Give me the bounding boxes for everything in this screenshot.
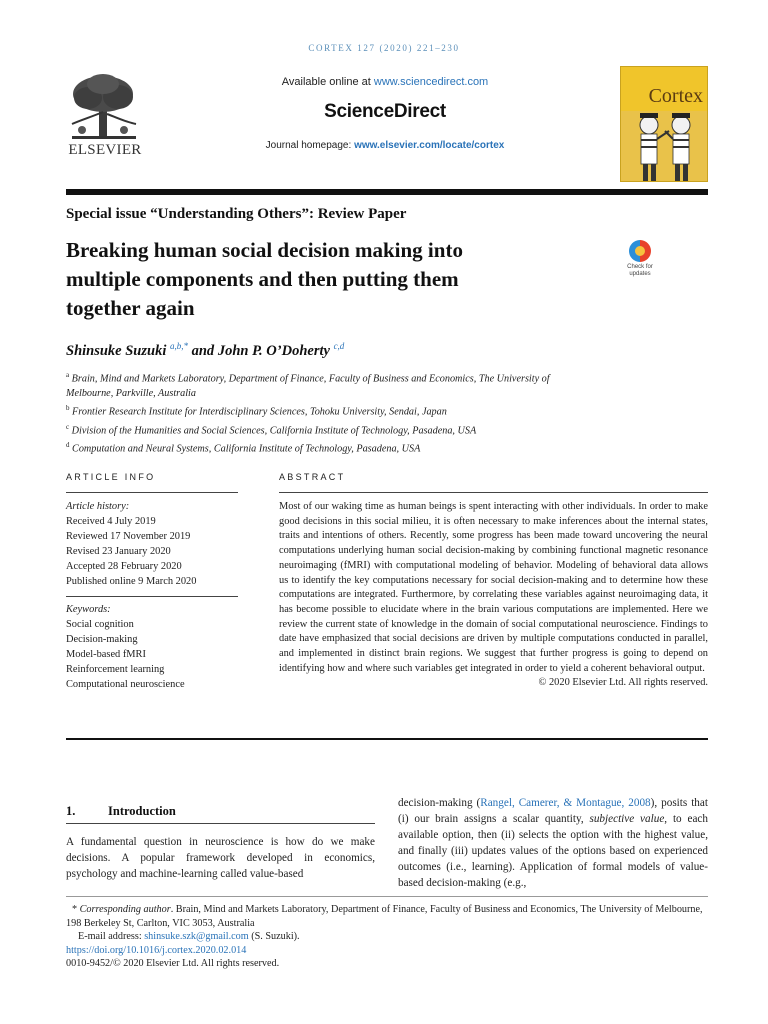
keyword-item[interactable]: Model-based fMRI <box>66 649 146 660</box>
running-head: CORTEX 127 (2020) 221–230 <box>308 43 460 53</box>
sciencedirect-logo[interactable]: ScienceDirect <box>324 101 446 122</box>
affiliation-text: Division of the Humanities and Social Sciences, California Institute of Technology, Pasadena, USA <box>69 425 477 437</box>
paper-title <box>66 236 586 323</box>
affiliation-text: Computation and Neural Systems, California Institute of Technology, Pasadena, USA <box>69 443 421 455</box>
affiliation-item <box>66 368 626 386</box>
section-title: Introduction <box>108 804 176 818</box>
article-info-label: ARTICLE INFO <box>66 472 156 482</box>
history-item: Reviewed 17 November 2019 <box>66 531 191 542</box>
affiliation-text: Frontier Research Institute for Interdisciplinary Sciences, Tohoku University, Sendai, Japan <box>69 406 447 418</box>
section-number: 1. <box>66 804 76 818</box>
special-issue-label: Special issue “Understanding Others”: Review Paper <box>66 206 407 222</box>
intro-paragraph-right <box>398 795 708 891</box>
section-heading-introduction <box>66 804 176 819</box>
affiliation-mark: a <box>66 371 70 379</box>
intro-emphasis: subjective value <box>589 813 665 825</box>
corresponding-author-text: . Brain, Mind and Markets Laboratory, Department of Finance, Faculty of Business and Economics, The University of Melbourne, 198 Berkeley St, Carlton, VIC 3053, Australia <box>66 904 703 929</box>
abstract-rule <box>279 492 708 493</box>
footnote-star: * <box>72 904 80 915</box>
article-info-rule <box>66 492 238 493</box>
keywords-header: Keywords: <box>66 604 111 615</box>
elsevier-wordmark: ELSEVIER <box>68 142 142 158</box>
affiliation-item <box>66 420 626 438</box>
header-rule <box>66 189 708 195</box>
footnote-rule <box>66 896 708 897</box>
author-connector: and <box>187 342 218 359</box>
intro-text: ), posits that (i) our brain assigns a scalar quantity, <box>398 797 708 825</box>
issn-line: 0010-9452/© 2020 Elsevier Ltd. All rights reserved. <box>66 958 280 969</box>
elsevier-tree-icon <box>66 72 142 142</box>
footnotes <box>66 903 708 971</box>
affiliation-mark: c <box>66 422 70 431</box>
cover-illustration-icon <box>621 111 708 182</box>
corresponding-author-note <box>66 903 708 930</box>
article-history <box>66 499 238 589</box>
abstract-label: ABSTRACT <box>279 472 346 482</box>
history-item: Published online 9 March 2020 <box>66 576 197 587</box>
section-heading-rule <box>66 823 375 824</box>
abstract <box>279 500 708 691</box>
email-link[interactable]: shinsuke.szk@gmail.com <box>144 931 249 942</box>
affiliations <box>66 368 626 457</box>
keywords <box>66 602 238 692</box>
author-affil-marks[interactable]: a,b,* <box>169 341 188 351</box>
intro-text: , to each available option, then (ii) selects the option with the highest value, and finally (iii) updates values of the options based on experienced outcomes (i.e., learning). Application of formal models of value-based decision-making (e.g., <box>398 813 708 889</box>
author-name[interactable]: Shinsuke Suzuki <box>66 342 167 359</box>
journal-homepage <box>200 140 570 151</box>
check-for-updates-button[interactable] <box>620 240 660 280</box>
abstract-text: Most of our waking time as human beings is spent interacting with other individuals. In order to make good decisions in this social milieu, it is often necessary to make inferences about the internal states, traits and intentions of others. Recently, some progress has been made toward uncovering the neural computations underlying human social decision-making by combining functional magnetic resonance neuroimaging (fMRI) with computational modeling of behavior. Modeling of behavioral data allows us to identify the key computations necessary for social decision-making and to determine how these computations are integrated. Furthermore, by correlating these variables against neuroimaging data, it has become possible to elucidate where in the brain various computations are implemented. Here we review the current state of knowledge in the domain of social computational neuroscience. Findings to date have emphasized that social decisions are driven by multiple computations conducted in parallel, and implemented in distinct brain regions. We suggest that further progress is going to depend on identifying how and where such variables get integrated in order to yield a coherent behavioral output. <box>279 501 708 674</box>
affiliation-item <box>66 438 626 456</box>
elsevier-logo[interactable] <box>66 72 144 162</box>
intro-paragraph-left: A fundamental question in neuroscience is how do we make decisions. A popular framework developed in economics, psychology and machine-learning called value-based <box>66 836 375 880</box>
affiliation-mark: d <box>66 441 70 450</box>
email-note <box>66 930 708 944</box>
crossmark-line: Check for <box>627 264 653 270</box>
affiliation-item: Melbourne, Parkville, Australia <box>66 388 196 400</box>
author-list <box>66 341 344 360</box>
paper-title-line: multiple components and then putting them <box>66 267 459 291</box>
crossmark-label <box>620 264 660 278</box>
crossmark-line: updates <box>629 271 651 277</box>
email-suffix: (S. Suzuki). <box>248 931 300 942</box>
email-label: E-mail address: <box>78 931 145 942</box>
author-name[interactable]: John P. O’Doherty <box>217 342 330 359</box>
journal-cover-title: Cortex <box>648 85 703 107</box>
corresponding-author-label: Corresponding author <box>79 904 171 915</box>
crossmark-icon <box>629 240 651 262</box>
author-affil-marks[interactable]: c,d <box>333 341 345 351</box>
intro-text: decision-making ( <box>398 797 481 809</box>
journal-homepage-link[interactable]: www.elsevier.com/locate/cortex <box>354 140 505 151</box>
paper-title-line: Breaking human social decision making into <box>66 238 463 262</box>
history-header: Article history: <box>66 501 130 512</box>
body-rule <box>66 738 708 740</box>
citation-link[interactable]: Rangel, Camerer, & Montague, 2008 <box>480 797 651 809</box>
affiliation-item <box>66 401 626 419</box>
abstract-copyright: © 2020 Elsevier Ltd. All rights reserved. <box>538 677 708 689</box>
sciencedirect-link[interactable]: www.sciencedirect.com <box>373 76 489 88</box>
history-item: Accepted 28 February 2020 <box>66 561 182 572</box>
journal-cover[interactable] <box>620 66 708 182</box>
affiliation-text: Brain, Mind and Markets Laboratory, Department of Finance, Faculty of Business and Economics, The University of <box>69 373 550 385</box>
doi-link[interactable]: https://doi.org/10.1016/j.cortex.2020.02.014 <box>66 944 247 956</box>
paper-title-line: together again <box>66 296 195 320</box>
available-prefix: Available online at <box>281 76 374 88</box>
keyword-item[interactable]: Reinforcement learning <box>66 664 165 675</box>
homepage-prefix: Journal homepage: <box>265 140 355 151</box>
keyword-item[interactable]: Computational neuroscience <box>66 679 185 690</box>
affiliation-mark: b <box>66 404 70 413</box>
publisher-header <box>200 76 570 151</box>
keywords-rule <box>66 596 238 597</box>
keyword-item[interactable]: Social cognition <box>66 619 134 630</box>
keyword-item[interactable]: Decision-making <box>66 634 138 645</box>
history-item: Revised 23 January 2020 <box>66 546 171 557</box>
available-online <box>200 76 570 88</box>
history-item: Received 4 July 2019 <box>66 516 156 527</box>
